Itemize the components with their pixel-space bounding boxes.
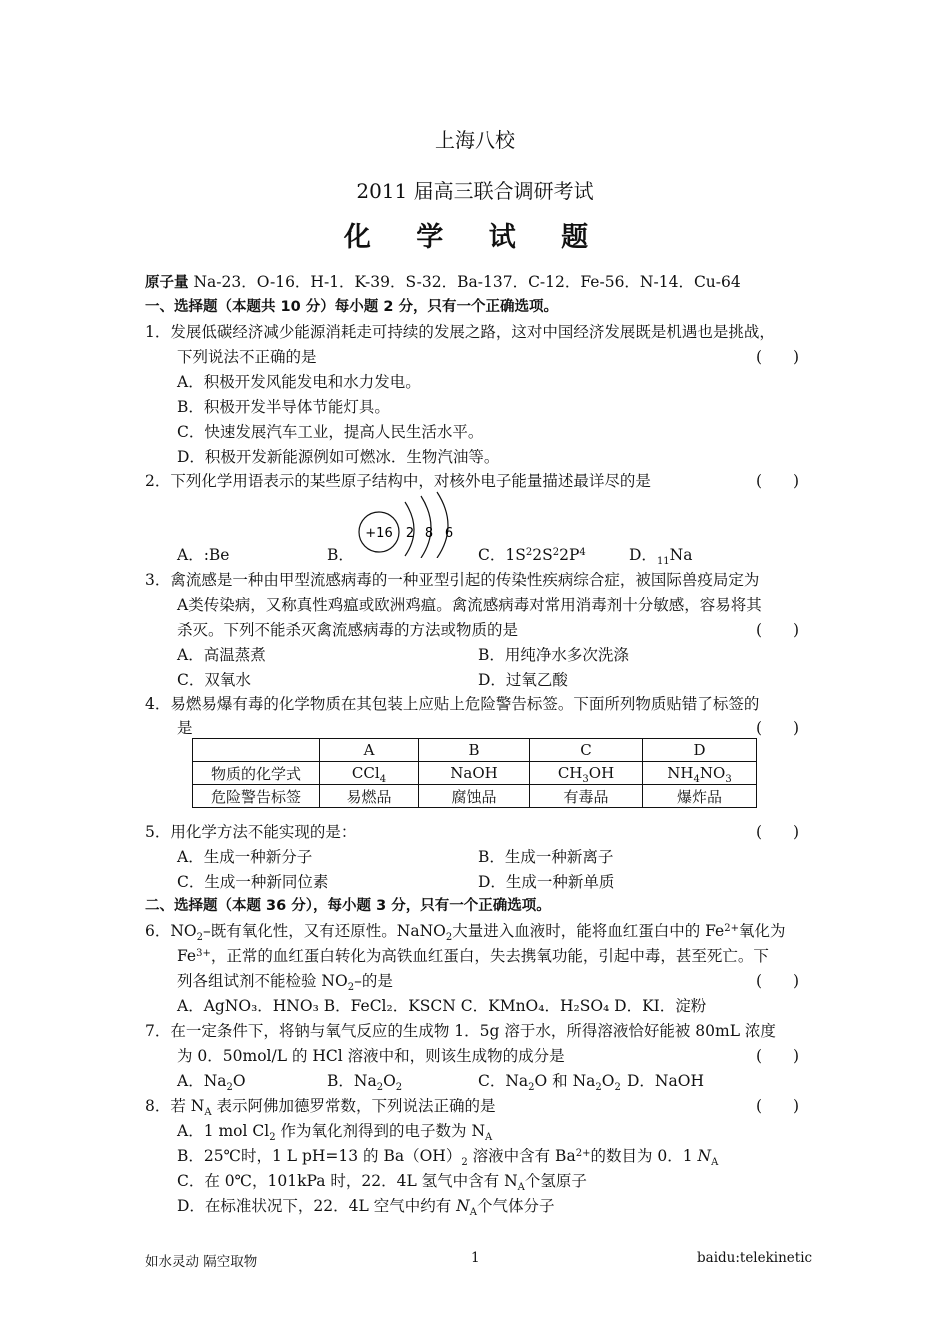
hazard-label-table (192, 738, 757, 808)
table-row (193, 785, 757, 808)
q8-option-c: C．在 0℃，101kPa 时，22．4L 氢气中含有 $N_A$个氢原子 (177, 1172, 587, 1193)
q6-stem-2: $Fe^{3+}$，正常的血红蛋白转化为高铁血红蛋白，失去携氧功能，引起中毒，甚至死亡。下 (177, 947, 769, 965)
table-cell: $NH_4NO_3$ (643, 762, 757, 785)
atomic-mass-line (145, 270, 741, 292)
q3-answer-paren: ( ) (756, 621, 800, 639)
atom-shell-1-count: 2 (405, 526, 415, 541)
q5-option-b: B．生成一种新离子 (478, 848, 614, 866)
q4-answer-paren: ( ) (756, 719, 800, 737)
section-1-heading: 一、选择题（本题共 10 分）每小题 2 分，只有一个正确选项。 (145, 299, 558, 315)
q1-option-b: B．积极开发半导体节能灯具。 (177, 398, 390, 416)
q7-option-c: C．$Na_2O$ 和 $Na_2O_2$ (478, 1072, 621, 1093)
q2-option-d: D．$_{11}$Na (629, 546, 693, 567)
q5-stem: 5．用化学方法不能实现的是： (145, 823, 357, 841)
q7-stem-1: 7．在一定条件下，将钠与氧气反应的生成物 1．5g 溶于水，所得溶液恰好能被 80mL 浓度 (145, 1022, 776, 1040)
q5-answer-paren: ( ) (756, 823, 800, 841)
atomic-mass-label: 原子量 (145, 275, 189, 291)
q2-stem: 2．下列化学用语表示的某些原子结构中，对核外电子能量描述最详尽的是 (145, 472, 651, 490)
q6-answer-paren: ( ) (756, 972, 800, 990)
table-header-cell: B (419, 739, 530, 762)
q3-option-a: A．高温蒸煮 (177, 646, 266, 664)
q5-option-a: A．生成一种新分子 (177, 848, 313, 866)
q3-option-d: D．过氧乙酸 (478, 671, 568, 689)
q2-option-c: C．$1S^22S^22P^4$ (478, 546, 586, 564)
q7-stem-2: 为 0．50mol/L 的 HCl 溶液中和，则该生成物的成分是 (177, 1047, 565, 1065)
q1-option-d: D．积极开发新能源例如可燃冰．生物汽油等。 (177, 448, 500, 466)
q8-answer-paren: ( ) (756, 1097, 800, 1115)
title-subject: 化 学 试 题 (343, 222, 607, 253)
q5-option-d: D．生成一种新单质 (478, 873, 615, 891)
q3-option-c: C．双氧水 (177, 671, 251, 689)
q1-option-a: A．积极开发风能发电和水力发电。 (177, 373, 421, 391)
q7-answer-paren: ( ) (756, 1047, 800, 1065)
table-cell: 有毒品 (530, 785, 643, 808)
table-row (193, 762, 757, 785)
q8-option-b: B．25℃时，1 L pH=13 的 $Ba(OH)_2$ 溶液中含有 $Ba^{2+}$的数目为 0．1 $N_A$ (177, 1147, 719, 1168)
q5-option-c: C．生成一种新同位素 (177, 873, 329, 891)
q4-stem-1: 4．易燃易爆有毒的化学物质在其包装上应贴上危险警告标签。下面所列物质贴错了标签的 (145, 695, 760, 713)
q7-option-a: A．$Na_2O$ (177, 1072, 246, 1093)
table-header-row (193, 739, 757, 762)
table-cell: CCl$_4$ (320, 762, 419, 785)
atom-shell-3-count: 6 (444, 526, 454, 541)
footer-left: 如水灵动 隔空取物 (145, 1254, 258, 1270)
table-cell: $CH_3OH$ (530, 762, 643, 785)
atom-nucleus-charge: +16 (365, 526, 393, 541)
q3-stem-1: 3．禽流感是一种由甲型流感病毒的一种亚型引起的传染性疾病综合症，被国际兽疫局定为 (145, 571, 760, 589)
q4-stem-2: 是 (177, 719, 193, 737)
table-cell: NaOH (419, 762, 530, 785)
q2-option-b: B． (327, 546, 354, 564)
q7-option-d: D．NaOH (627, 1072, 704, 1090)
footer-right: baidu:telekinetic (697, 1250, 813, 1266)
q3-stem-3: 杀灭。下列不能杀灭禽流感病毒的方法或物质的是 (177, 621, 519, 639)
q8-stem: 8．若 $N_A$ 表示阿佛加德罗常数，下列说法正确的是 (145, 1097, 496, 1118)
q3-stem-2: A类传染病，又称真性鸡瘟或欧洲鸡瘟。禽流感病毒对常用消毒剂十分敏感，容易将其 (177, 596, 762, 614)
q3-option-b: B．用纯净水多次洗涤 (478, 646, 629, 664)
section-2-heading: 二、选择题（本题 36 分），每小题 3 分，只有一个正确选项。 (145, 898, 551, 914)
atom-shell-2-count: 8 (424, 526, 434, 541)
table-row-label: 物质的化学式 (193, 762, 320, 785)
atomic-mass-values: Na-23．O-16．H-1．K-39．S-32．Ba-137．C-12．Fe-56．N-14．Cu-64 (193, 273, 741, 291)
table-header-cell: D (643, 739, 757, 762)
q1-stem-1: 1．发展低碳经济减少能源消耗走可持续的发展之路，这对中国经济发展既是机遇也是挑战， (145, 323, 775, 341)
title-exam: 2011 届高三联合调研考试 (356, 179, 594, 203)
table-cell: 易燃品 (320, 785, 419, 808)
q6-stem-1: 6．$NO_2-$既有氧化性，又有还原性。NaNO$_2$大量进入血液时，能将血红蛋白中的 $Fe^{2+}$氧化为 (145, 922, 786, 943)
page-number: 1 (471, 1250, 480, 1266)
table-header-cell: C (530, 739, 643, 762)
q1-answer-paren: ( ) (756, 348, 800, 366)
q2-option-a: A．:Be (177, 546, 230, 564)
q8-option-d: D．在标准状况下，22．4L 空气中约有 $N_A$个气体分子 (177, 1197, 555, 1218)
title-school: 上海八校 (435, 128, 515, 152)
q8-option-a: A．1 mol $Cl_2$ 作为氧化剂得到的电子数为 $N_A$ (177, 1122, 493, 1143)
q1-stem-2: 下列说法不正确的是 (177, 348, 317, 366)
table-cell: 爆炸品 (643, 785, 757, 808)
table-row-label: 危险警告标签 (193, 785, 320, 808)
q1-option-c: C．快速发展汽车工业，提高人民生活水平。 (177, 423, 484, 441)
atom-structure-diagram (355, 490, 465, 558)
q6-stem-3: 列各组试剂不能检验 $NO_2-$的是 (177, 972, 393, 993)
q6-options: A．AgNO₃．HNO₃ B．FeCl₂．KSCN C．KMnO₄．H₂SO₄ D．KI．淀粉 (177, 997, 707, 1015)
table-header-cell (193, 739, 320, 762)
q7-option-b: B．$Na_2O_2$ (327, 1072, 403, 1093)
q2-answer-paren: ( ) (756, 472, 800, 490)
table-header-cell: A (320, 739, 419, 762)
table-cell: 腐蚀品 (419, 785, 530, 808)
